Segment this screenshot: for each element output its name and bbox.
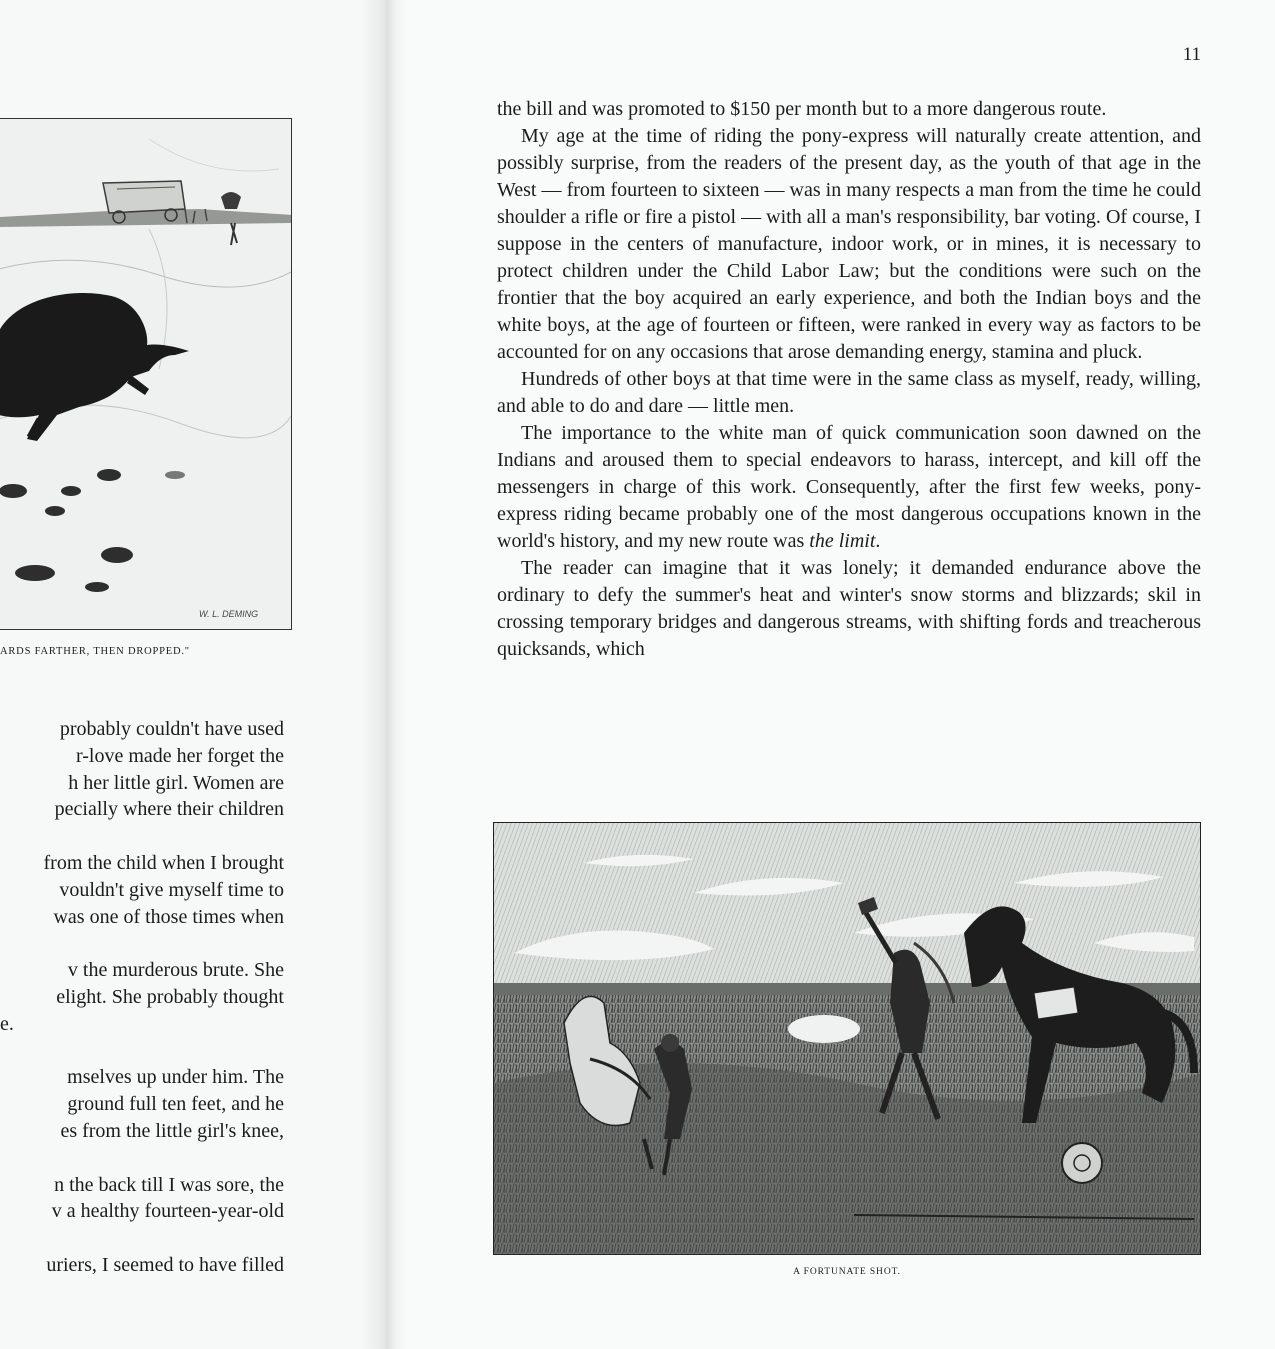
text-line: uriers, I seemed to have filled [46, 1253, 284, 1276]
text-line: elight. She probably thought [56, 985, 284, 1008]
text-line: was one of those times when [53, 905, 284, 928]
artist-signature: W. L. DEMING [199, 609, 259, 619]
paragraph: The reader can imagine that it was lonely; it demanded endurance above the ordinary to defy the summer's heat and winter's snow storms and blizzards; skil in crossing temporary bridges and dangerous streams, with shifting fords and treacherous quicksands, which [497, 557, 1201, 660]
text-line: vouldn't give myself time to [59, 878, 284, 901]
text-line: pecially where their children [54, 798, 284, 821]
left-figure-caption: ARDS FARTHER, THEN DROPPED." [0, 646, 190, 657]
right-body-text [497, 96, 1201, 663]
paragraph-text: The importance to the white man of quick communication soon dawned on the Indians and aroused them to special endeavors to harass, intercept, and kill off the messengers in charge of this work. Consequently, after the first few weeks, pony-express riding became probably one of the most dangerous occupations known in the world's history, and my new route was [497, 422, 1201, 552]
buffalo-engraving-icon [0, 119, 292, 630]
text-line: n the back till I was sore, the [54, 1173, 284, 1196]
text-line: probably couldn't have used [59, 718, 284, 740]
buffalo-illustration [0, 118, 292, 630]
text-line: ground full ten feet, and he [67, 1093, 284, 1116]
text-line: r-love made her forget the [75, 744, 284, 767]
text-line: h her little girl. Women are [68, 771, 284, 794]
text-line: mselves up under him. The [67, 1066, 284, 1089]
text-line: es from the little girl's knee, [60, 1119, 284, 1142]
paragraph: Hundreds of other boys at that time were in the same class as myself, ready, willing, and able to do and dare — little men. [497, 368, 1201, 417]
left-page [0, 0, 388, 1349]
fortunate-shot-illustration [493, 822, 1201, 1255]
emphasis-text: the limit [809, 530, 876, 552]
prairie-fight-engraving-icon [494, 823, 1201, 1255]
paragraph [497, 420, 1201, 555]
left-body-text [0, 716, 284, 1279]
right-figure-caption: A FORTUNATE SHOT. [793, 1267, 901, 1277]
text-line: from the child when I brought [43, 851, 284, 874]
right-page [388, 0, 1275, 1349]
text-line: e. [0, 1012, 14, 1035]
paragraph: the bill and was promoted to $150 per month but to a more dangerous route. [497, 98, 1107, 120]
paragraph: My age at the time of riding the pony-express will naturally create attention, and possibly surprise, from the readers of the present day, as the youth of that age in the West — from fourteen to sixteen — was in many respects a man from the time he could shoulder a rifle or fire a pistol — with all a man's responsibility, bar voting. Of course, I suppose in the centers of manufacture, indoor work, or in mines, it is necessary to protect children under the Child Labor Law; but the conditions were such on the frontier that the boy acquired an early experience, and both the Indian boys and the white boys, at the age of fourteen or fifteen, were ranked in every way as factors to be accounted for on any occasions that arose demanding energy, stamina and pluck. [497, 125, 1201, 363]
emphasis-punctuation: . [875, 530, 881, 552]
page-number: 11 [1182, 44, 1201, 65]
text-line: v the murderous brute. She [67, 959, 284, 982]
text-line: v a healthy fourteen-year-old [51, 1200, 284, 1223]
